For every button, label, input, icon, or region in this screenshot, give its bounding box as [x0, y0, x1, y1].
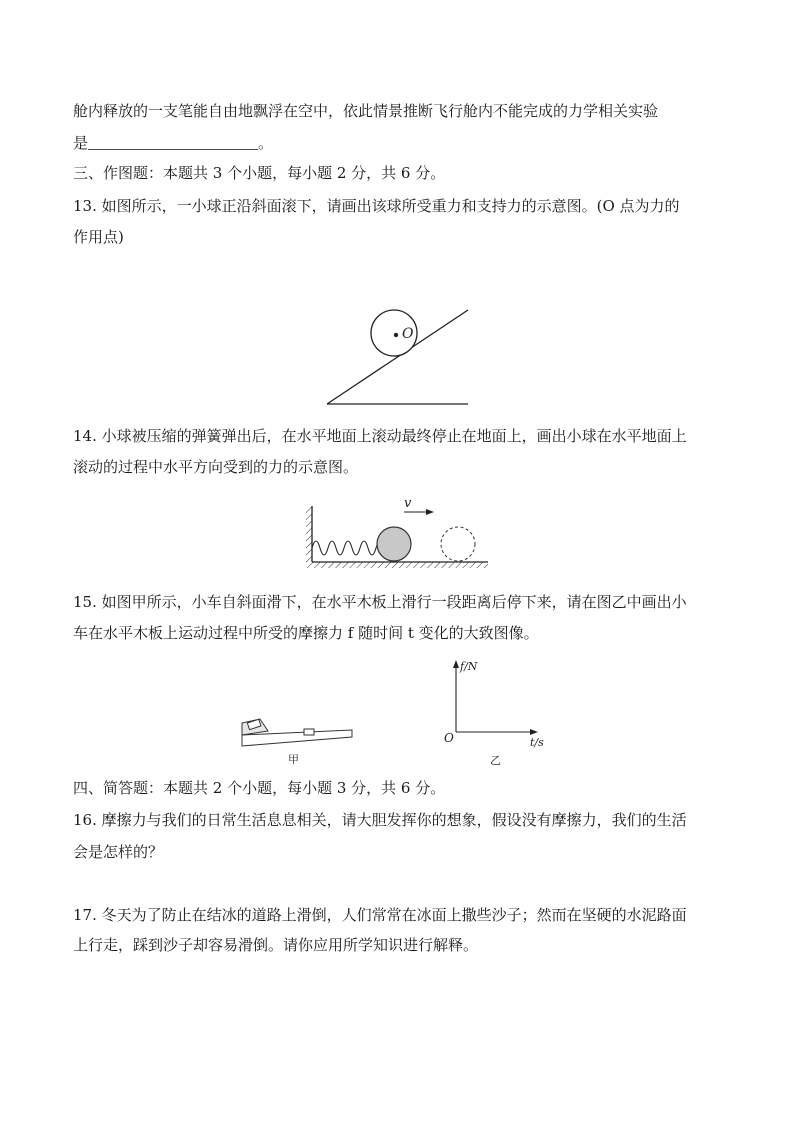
fig15-yi-x-label: t/s: [530, 736, 544, 749]
q13-text-line2: 作用点): [73, 228, 124, 246]
fig14-ball: [377, 527, 411, 561]
q16-text-line2: 会是怎样的？: [73, 843, 164, 861]
fig14-velocity-label: v: [404, 496, 412, 511]
fig15-jia-caption: 甲: [288, 753, 299, 766]
fig13-point-o: [394, 333, 398, 337]
q15-text-line2: 车在水平木板上运动过程中所受的摩擦力 f 随时间 t 变化的大致图像。: [73, 624, 539, 642]
q12-prefix: 是: [73, 134, 89, 152]
section4-heading: 四、简答题：本题共 2 个小题，每小题 3 分，共 6 分。: [73, 779, 446, 797]
q17-text-line2: 上行走，踩到沙子却容易滑倒。请你应用所学知识进行解释。: [73, 936, 479, 954]
q12-suffix: 。: [258, 134, 274, 152]
fig14-velocity-arrowhead: [426, 509, 434, 515]
q12-answer-blank[interactable]: [88, 135, 258, 150]
q14-text-line2: 滚动的过程中水平方向受到的力的示意图。: [73, 458, 359, 476]
fig15-yi-y-arrowhead: [453, 660, 459, 668]
fig14-ground-hatching: [306, 562, 488, 568]
q12-continuation-line: 舱内释放的一支笔能自由地飘浮在空中，依此情景推断飞行舱内不能完成的力学相关实验: [73, 102, 659, 120]
q14-text-line1: 14. 小球被压缩的弹簧弹出后，在水平地面上滚动最终停止在地面上，画出小球在水平地面上: [73, 427, 687, 445]
fig13-point-o-label: O: [402, 326, 414, 342]
fig14-ball-final-position: [441, 527, 475, 561]
fig13-incline-diagram: [320, 302, 480, 412]
fig15-yi-origin-label: O: [444, 731, 454, 745]
fig14-spring-diagram: [300, 490, 490, 572]
fig15-yi-x-arrowhead: [530, 729, 538, 735]
fig15-yi-caption: 乙: [490, 754, 501, 767]
fig15-jia-cart: [304, 729, 314, 735]
fig14-spring: [312, 541, 384, 555]
q15-text-line1: 15. 如图甲所示，小车自斜面滑下，在水平木板上滑行一段距离后停下来，请在图乙中画出小: [73, 593, 687, 611]
section3-heading: 三、作图题：本题共 3 个小题，每小题 2 分，共 6 分。: [73, 164, 446, 182]
q12-answer-line: [73, 133, 273, 153]
q13-text-line1: 13. 如图所示，一小球正沿斜面滚下，请画出该球所受重力和支持力的示意图。(O 点为力的: [73, 197, 680, 215]
fig14-wall-hatching: [306, 506, 312, 562]
q17-text-line1: 17. 冬天为了防止在结冰的道路上滑倒，人们常常在冰面上撒些沙子；然而在坚硬的水泥路面: [73, 906, 687, 924]
fig15-jia-diagram: [236, 713, 360, 767]
q16-text-line1: 16. 摩擦力与我们的日常生活息息相关，请大胆发挥你的想象，假设没有摩擦力，我们的生活: [73, 811, 687, 829]
fig15-yi-axes: [440, 656, 560, 772]
fig15-yi-y-label: f/N: [460, 660, 478, 673]
